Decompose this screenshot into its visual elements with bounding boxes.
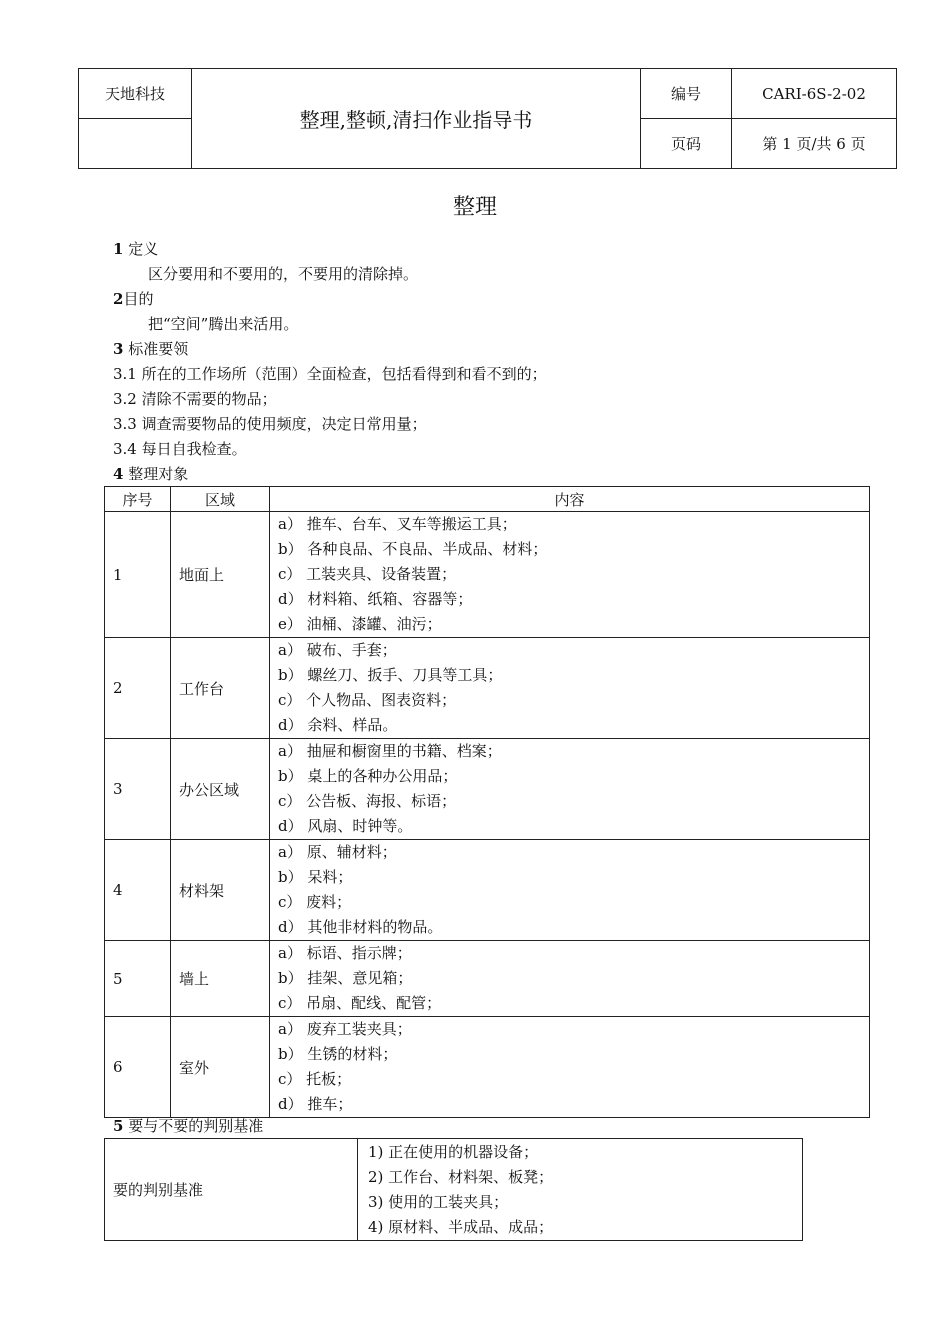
section-1-title: 定义 — [128, 240, 159, 258]
standard-item: 3.1 所在的工作场所（范围）全面检查，包括看得到和看不到的； — [113, 365, 547, 383]
list-item: b） 呆料； — [278, 868, 353, 886]
section-1-number: 1 — [113, 240, 124, 258]
column-header-content: 内容 — [270, 487, 870, 512]
list-item: c） 个人物品、图表资料； — [278, 691, 457, 709]
section-4-title: 整理对象 — [128, 465, 189, 483]
section-4-number: 4 — [113, 465, 124, 483]
number-value: CARI-6S-2-02 — [732, 69, 897, 119]
row-items — [270, 638, 870, 739]
criteria-items — [358, 1139, 803, 1241]
table-row — [105, 840, 870, 941]
column-header-area: 区域 — [171, 487, 270, 512]
table-row — [105, 638, 870, 739]
standard-item: 3.2 清除不需要的物品； — [113, 390, 277, 408]
list-item: c） 废料； — [278, 893, 352, 911]
list-item: a） 破布、手套； — [278, 641, 397, 659]
standard-item: 3.4 每日自我检查。 — [113, 440, 247, 458]
row-items — [270, 512, 870, 638]
page-label: 页码 — [641, 119, 732, 169]
table-row — [105, 941, 870, 1017]
list-item: c） 工装夹具、设备装置； — [278, 565, 457, 583]
document-name: 整理,整顿,清扫作业指导书 — [192, 69, 641, 169]
document-header — [78, 68, 897, 169]
row-area: 材料架 — [171, 840, 270, 941]
criteria-label: 要的判别基准 — [105, 1139, 358, 1241]
table-row — [105, 512, 870, 638]
list-item: e） 油桶、漆罐、油污； — [278, 615, 442, 633]
standard-item: 3.3 调查需要物品的使用频度，决定日常用量； — [113, 415, 427, 433]
list-item: b） 螺丝刀、扳手、刀具等工具； — [278, 666, 503, 684]
list-item: d） 其他非材料的物品。 — [278, 918, 443, 936]
page-title: 整理 — [452, 195, 497, 220]
list-item: 3) 使用的工装夹具； — [368, 1192, 509, 1211]
row-number: 5 — [105, 941, 171, 1017]
list-item: 4) 原材料、半成品、成品； — [368, 1217, 554, 1236]
row-number: 2 — [105, 638, 171, 739]
list-item: b） 各种良品、不良品、半成品、材料； — [278, 540, 548, 558]
row-items — [270, 1017, 870, 1118]
empty-cell — [79, 119, 192, 169]
list-item: b） 挂架、意见箱； — [278, 969, 413, 987]
list-item: d） 推车； — [278, 1095, 353, 1113]
row-items — [270, 840, 870, 941]
row-items — [270, 941, 870, 1017]
section-3-number: 3 — [113, 340, 124, 358]
section-2-heading — [113, 289, 153, 309]
list-item: 2) 工作台、材料架、板凳； — [368, 1167, 554, 1186]
row-number: 3 — [105, 739, 171, 840]
row-area: 室外 — [171, 1017, 270, 1118]
row-area: 工作台 — [171, 638, 270, 739]
list-item: a） 原、辅材料； — [278, 843, 397, 861]
list-item: c） 吊扇、配线、配管； — [278, 994, 442, 1012]
list-item: c） 公告板、海报、标语； — [278, 792, 457, 810]
table-row — [105, 1017, 870, 1118]
list-item: 1) 正在使用的机器设备； — [368, 1142, 539, 1161]
row-area: 墙上 — [171, 941, 270, 1017]
page-value: 第 1 页/共 6 页 — [732, 119, 897, 169]
list-item: a） 废弃工装夹具； — [278, 1020, 412, 1038]
criteria-table — [104, 1138, 803, 1241]
row-area: 地面上 — [171, 512, 270, 638]
list-item: a） 抽屉和橱窗里的书籍、档案； — [278, 742, 502, 760]
section-3-heading — [113, 339, 188, 359]
column-header-no: 序号 — [105, 487, 171, 512]
section-5-title: 要与不要的判别基准 — [128, 1117, 264, 1135]
row-number: 1 — [105, 512, 171, 638]
section-5-heading — [113, 1116, 263, 1136]
list-item: b） 生锈的材料； — [278, 1045, 398, 1063]
list-item: b） 桌上的各种办公用品； — [278, 767, 458, 785]
section-3-title: 标准要领 — [128, 340, 189, 358]
section-1-text: 区分要用和不要用的，不要用的清除掉。 — [148, 265, 419, 283]
section-5-number: 5 — [113, 1117, 124, 1135]
list-item: a） 标语、指示牌； — [278, 944, 412, 962]
number-label: 编号 — [641, 69, 732, 119]
table-row — [105, 739, 870, 840]
company-name: 天地科技 — [79, 69, 192, 119]
list-item: d） 材料箱、纸箱、容器等； — [278, 590, 473, 608]
section-2-text: 把“空间”腾出来活用。 — [148, 315, 299, 333]
list-item: d） 余料、样品。 — [278, 716, 398, 734]
list-item: a） 推车、台车、叉车等搬运工具； — [278, 515, 517, 533]
row-area: 办公区域 — [171, 739, 270, 840]
row-number: 4 — [105, 840, 171, 941]
list-item: d） 风扇、时钟等。 — [278, 817, 413, 835]
object-table — [104, 486, 870, 1118]
section-4-heading — [113, 464, 188, 484]
section-1-heading — [113, 239, 158, 259]
list-item: c） 托板； — [278, 1070, 352, 1088]
table-header-row — [105, 487, 870, 512]
section-2-title: 目的 — [123, 290, 154, 308]
row-number: 6 — [105, 1017, 171, 1118]
section-2-number: 2 — [113, 290, 124, 308]
row-items — [270, 739, 870, 840]
